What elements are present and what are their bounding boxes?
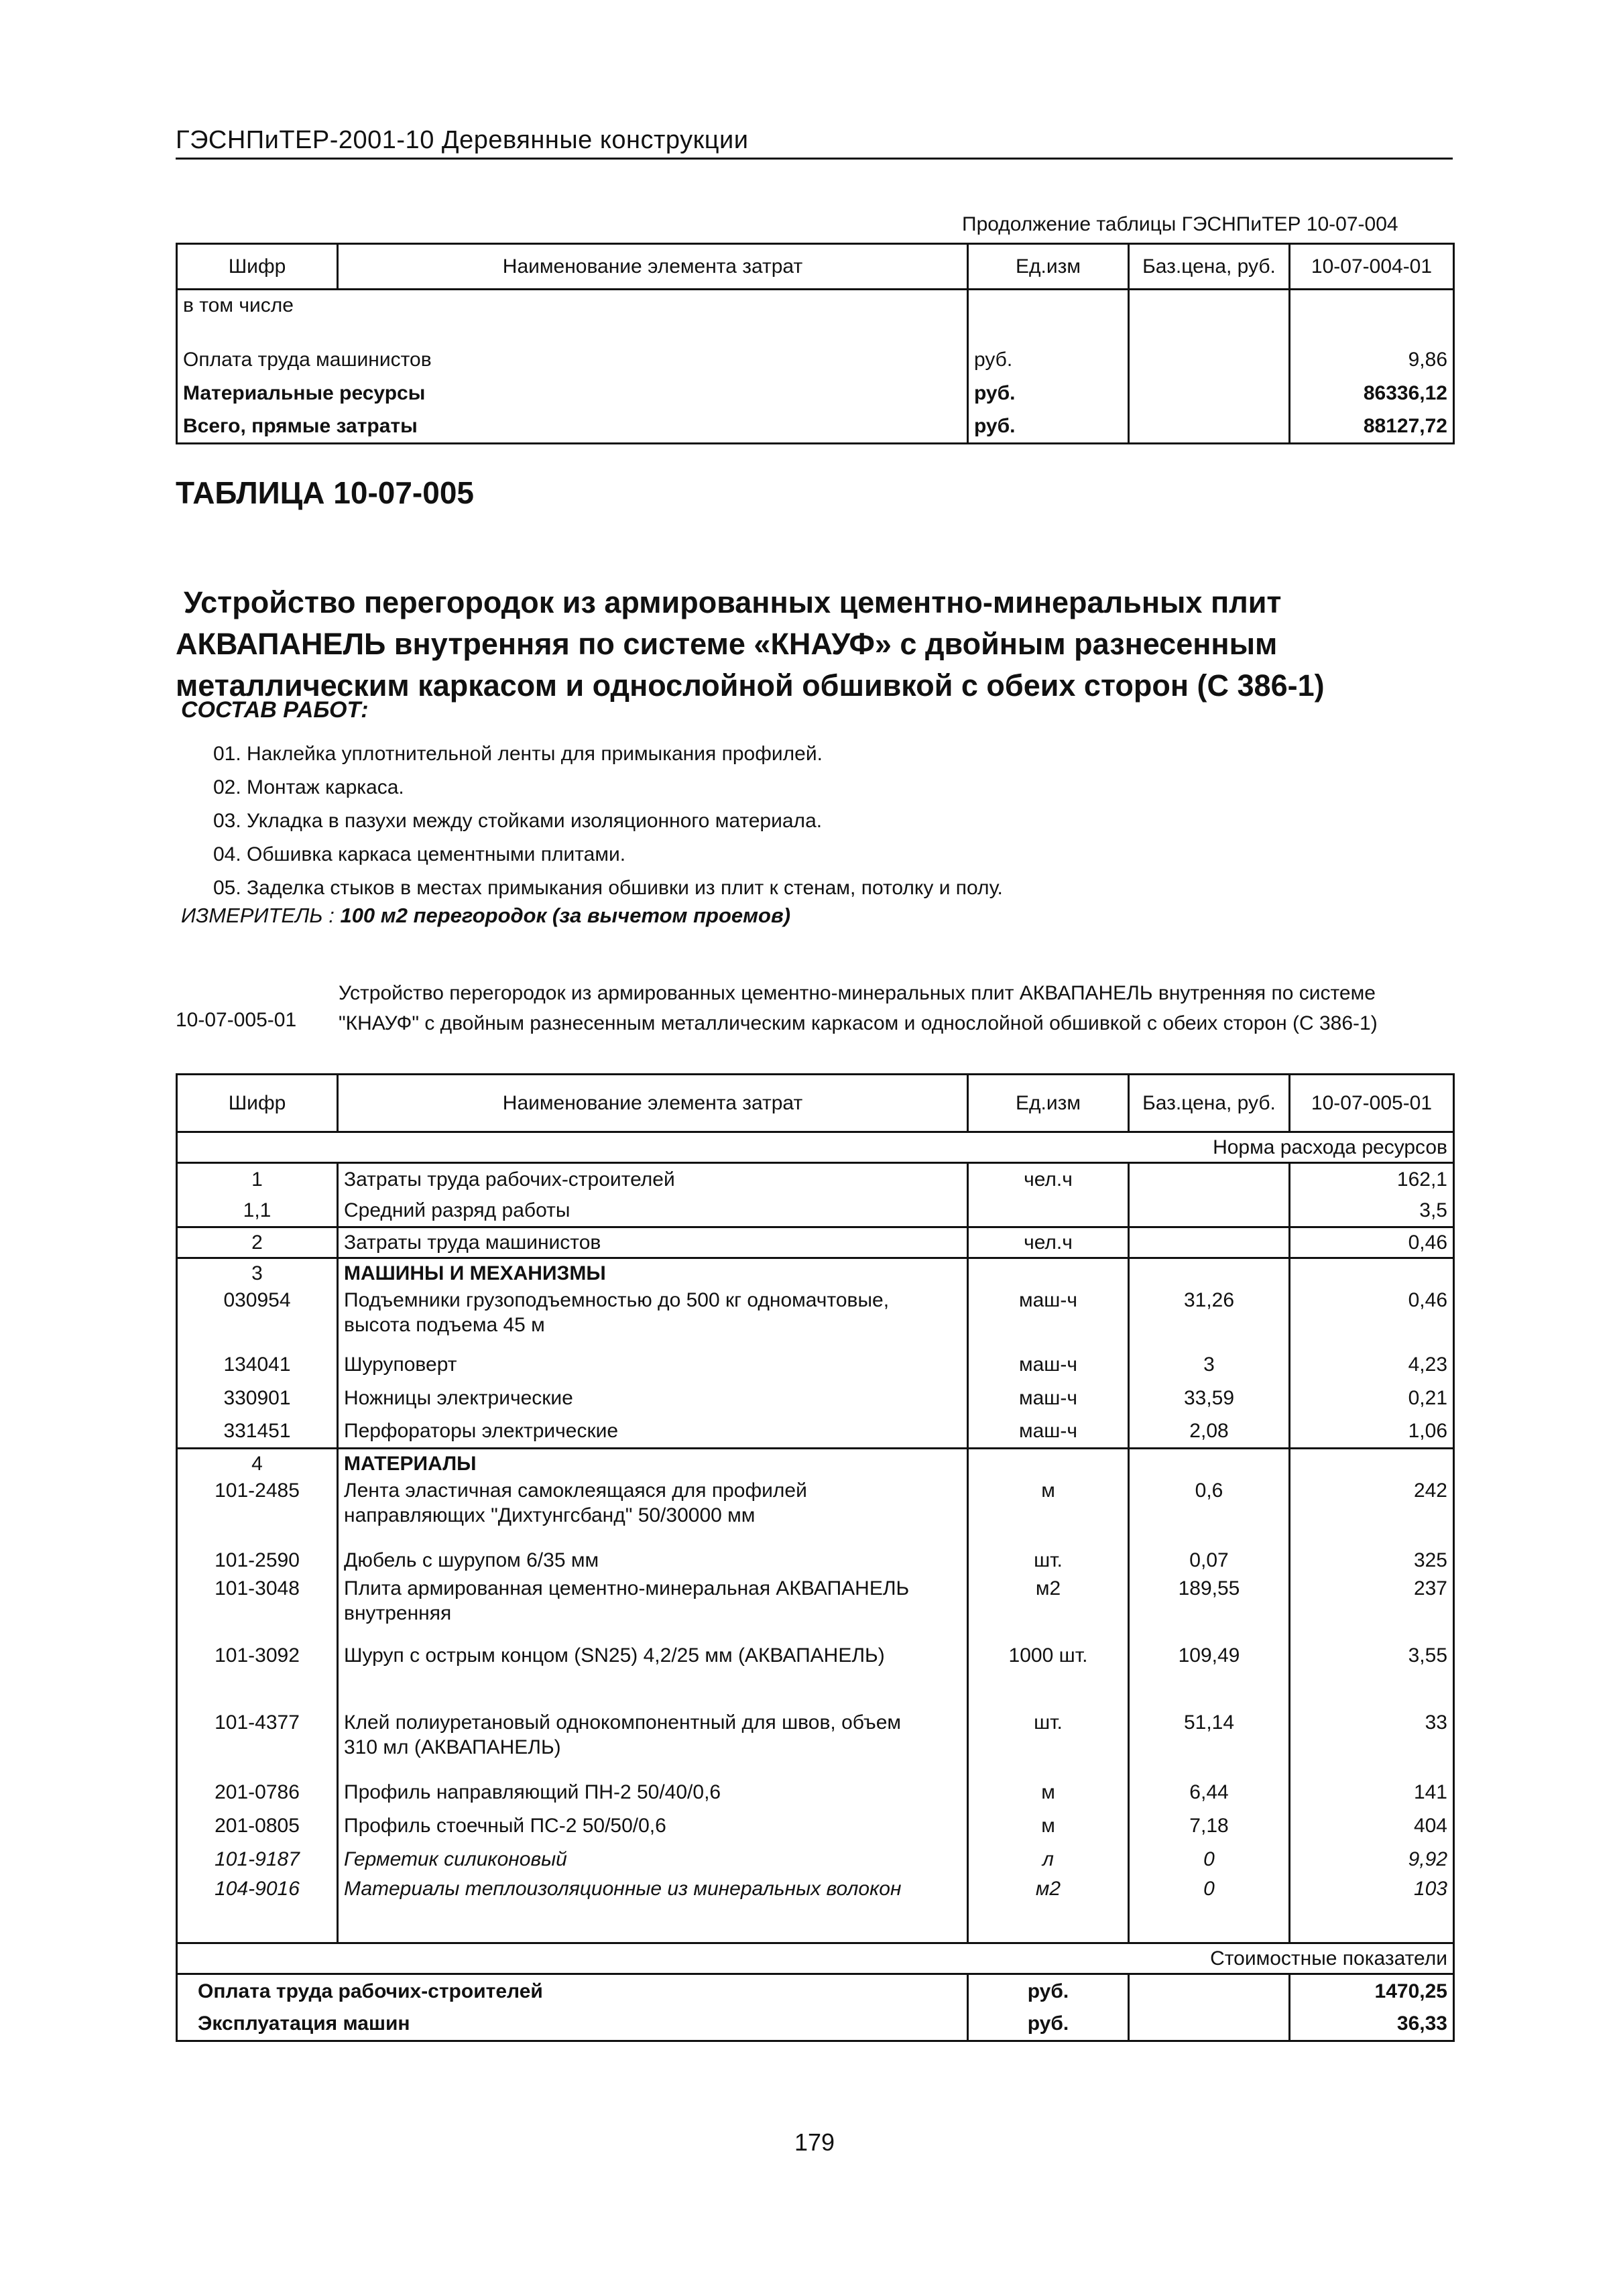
row-unit: маш-ч [968,1415,1129,1449]
norm-label: Норма расхода ресурсов [177,1132,1454,1163]
row-code: 101-9187 [177,1843,338,1876]
row-price [1129,1910,1290,1943]
cost-unit: руб. [968,1974,1129,2008]
table-row [177,1876,1454,1910]
row-price: 51,14 [1129,1710,1290,1776]
table-row [177,1843,1454,1876]
row-value [1290,1449,1454,1478]
header-value: 10-07-004-01 [1290,244,1454,290]
row-name: Материальные ресурсы [177,377,968,410]
row-value: 404 [1290,1809,1454,1843]
row-price: 33,59 [1129,1382,1290,1415]
row-value: 162,1 [1290,1163,1454,1195]
row-price [1129,1258,1290,1288]
norm-description-line: "КНАУФ" с двойным разнесенным металлическим каркасом и однослойной обшивкой с обеих сторон (С 386-1) [339,1012,1378,1034]
row-name [338,1478,968,1545]
row-name: Оплата труда машинистов [177,343,968,377]
section-row [177,1449,1454,1478]
running-header: ГЭСНПиТЕР-2001-10 Деревянные конструкции [176,126,749,154]
row-code [177,1910,338,1943]
row-name-line: Клей полиуретановый однокомпонентный для швов, объем [344,1711,902,1734]
table-row [177,290,1454,343]
row-name [338,1288,968,1348]
section-code: 3 [177,1258,338,1288]
row-price: 2,08 [1129,1415,1290,1449]
table-header-row [177,1075,1454,1132]
row-code: 134041 [177,1348,338,1382]
row-value [1290,290,1454,343]
work-item: 03. Укладка в пазухи между стойками изоляционного материала. [213,810,823,832]
row-code: 101-3048 [177,1576,338,1643]
row-price: 3 [1129,1348,1290,1382]
row-name [338,1910,968,1943]
row-name-line: направляющих "Дихтунгсбанд" 50/30000 мм [344,1504,756,1526]
header-price: Баз.цена, руб. [1129,1075,1290,1132]
row-unit: чел.ч [968,1163,1129,1195]
row-code: 1,1 [177,1195,338,1227]
row-value: 242 [1290,1478,1454,1545]
row-unit [968,1195,1129,1227]
norm-description [339,978,1478,1038]
table-row [177,377,1454,410]
row-unit: маш-ч [968,1288,1129,1348]
table-row [177,1415,1454,1449]
row-name-line: Подъемники грузоподъемностью до 500 кг одномачтовые, [344,1288,890,1311]
cost-unit: руб. [968,2008,1129,2041]
header-name: Наименование элемента затрат [338,1075,968,1132]
table-row [177,1643,1454,1710]
section-title-line: АКВАПАНЕЛЬ внутренняя по системе «КНАУФ» с двойным разнесенным [176,627,1278,662]
row-unit: шт. [968,1710,1129,1776]
table-row [177,1195,1454,1227]
row-name: Средний разряд работы [338,1195,968,1227]
row-value: 4,23 [1290,1348,1454,1382]
row-unit: м2 [968,1576,1129,1643]
row-name: Шуруп с острым концом (SN25) 4,2/25 мм (АКВАПАНЕЛЬ) [338,1643,968,1710]
row-unit: 1000 шт. [968,1643,1129,1710]
table-title: ТАБЛИЦА 10-07-005 [176,475,474,510]
row-name-line: Плита армированная цементно-минеральная АКВАПАНЕЛЬ [344,1577,910,1599]
row-unit: чел.ч [968,1227,1129,1258]
row-value: 0,46 [1290,1288,1454,1348]
row-name: Затраты труда рабочих-строителей [338,1163,968,1195]
row-unit: руб. [968,410,1129,444]
norm-label-row [177,1132,1454,1163]
row-price [1129,1163,1290,1195]
row-value: 9,86 [1290,343,1454,377]
row-value: 325 [1290,1545,1454,1576]
row-price: 0,6 [1129,1478,1290,1545]
cost-name: Эксплуатация машин [177,2008,968,2041]
table-row [177,1809,1454,1843]
row-name [338,1710,968,1776]
row-price: 0 [1129,1843,1290,1876]
row-unit: л [968,1843,1129,1876]
row-name-line: высота подъема 45 м [344,1314,545,1336]
section-title-line: металлическим каркасом и однослойной обшивкой с обеих сторон (С 386-1) [176,668,1325,703]
row-name: Герметик силиконовый [338,1843,968,1876]
row-name-line: внутренняя [344,1602,452,1624]
row-price: 6,44 [1129,1776,1290,1809]
header-code: Шифр [177,1075,338,1132]
row-name: Всего, прямые затраты [177,410,968,444]
section-label: МАТЕРИАЛЫ [338,1449,968,1478]
row-value [1290,1910,1454,1943]
row-unit [968,290,1129,343]
row-unit: м [968,1776,1129,1809]
row-name: Затраты труда машинистов [338,1227,968,1258]
work-item: 02. Монтаж каркаса. [213,776,404,798]
work-list [213,737,1003,905]
section-code: 4 [177,1449,338,1478]
row-code: 331451 [177,1415,338,1449]
section-label: МАШИНЫ И МЕХАНИЗМЫ [338,1258,968,1288]
row-price: 0 [1129,1876,1290,1910]
row-value: 3,5 [1290,1195,1454,1227]
cost-label-row [177,1943,1454,1974]
row-name: Перфораторы электрические [338,1415,968,1449]
row-name: Материалы теплоизоляционные из минеральных волокон [338,1876,968,1910]
table-row [177,343,1454,377]
table-row [177,410,1454,444]
row-price [1129,1227,1290,1258]
section-title [176,582,1453,707]
row-price [1129,343,1290,377]
cost-price [1129,2008,1290,2041]
row-unit: м [968,1478,1129,1545]
continuation-table [176,243,1455,444]
header-code: Шифр [177,244,338,290]
row-name: Профиль направляющий ПН-2 50/40/0,6 [338,1776,968,1809]
row-name: Профиль стоечный ПС-2 50/50/0,6 [338,1809,968,1843]
work-item: 05. Заделка стыков в местах примыкания обшивки из плит к стенам, потолку и полу. [213,877,1003,899]
row-value: 33 [1290,1710,1454,1776]
table-row [177,1545,1454,1576]
header-name: Наименование элемента затрат [338,244,968,290]
norm-description-line: Устройство перегородок из армированных цементно-минеральных плит АКВАПАНЕЛЬ внутренняя по системе [339,982,1376,1004]
row-value: 237 [1290,1576,1454,1643]
row-code: 101-4377 [177,1710,338,1776]
row-unit: м [968,1809,1129,1843]
row-unit: руб. [968,343,1129,377]
row-code: 201-0786 [177,1776,338,1809]
row-value: 0,46 [1290,1227,1454,1258]
cost-value: 36,33 [1290,2008,1454,2041]
row-code: 101-2590 [177,1545,338,1576]
row-unit: маш-ч [968,1382,1129,1415]
row-name: Ножницы электрические [338,1382,968,1415]
table-row [177,1227,1454,1258]
row-unit: руб. [968,377,1129,410]
table-row [177,1163,1454,1195]
row-name: Шуруповерт [338,1348,968,1382]
norm-code: 10-07-005-01 [176,1009,297,1031]
row-price [1129,1449,1290,1478]
row-name [338,1576,968,1643]
cost-label: Стоимостные показатели [177,1943,1454,1974]
work-item: 04. Обшивка каркаса цементными плитами. [213,843,626,865]
resource-table [176,1073,1455,2042]
row-name-line: 310 мл (АКВАПАНЕЛЬ) [344,1736,561,1758]
row-code: 101-2485 [177,1478,338,1545]
header-rule [176,158,1453,160]
table-row [177,1382,1454,1415]
row-name-line: Лента эластичная самоклеящаяся для профилей [344,1479,807,1502]
cost-row [177,1974,1454,2008]
row-code: 2 [177,1227,338,1258]
row-value: 9,92 [1290,1843,1454,1876]
row-value: 88127,72 [1290,410,1454,444]
row-code: 330901 [177,1382,338,1415]
row-code: 1 [177,1163,338,1195]
row-value: 3,55 [1290,1643,1454,1710]
table-row [177,1348,1454,1382]
row-code: 101-3092 [177,1643,338,1710]
measurer [181,904,790,928]
table-row [177,1478,1454,1545]
section-title-line: Устройство перегородок из армированных цементно-минеральных плит [184,585,1282,619]
table-continuation-caption: Продолжение таблицы ГЭСНПиТЕР 10-07-004 [962,213,1398,235]
table-row [177,1710,1454,1776]
page-number: 179 [794,2128,835,2156]
row-code: 104-9016 [177,1876,338,1910]
header-price: Баз.цена, руб. [1129,244,1290,290]
row-price: 189,55 [1129,1576,1290,1643]
row-unit: шт. [968,1545,1129,1576]
row-code: 201-0805 [177,1809,338,1843]
cost-row [177,2008,1454,2041]
row-unit [968,1910,1129,1943]
row-value: 86336,12 [1290,377,1454,410]
spacer-row [177,1910,1454,1943]
row-value: 103 [1290,1876,1454,1910]
row-value: 0,21 [1290,1382,1454,1415]
table-row [177,1576,1454,1643]
row-price [1129,377,1290,410]
row-unit: маш-ч [968,1348,1129,1382]
table-row [177,1776,1454,1809]
row-name: Дюбель с шурупом 6/35 мм [338,1545,968,1576]
work-composition-label: СОСТАВ РАБОТ: [181,697,369,723]
measurer-label: ИЗМЕРИТЕЛЬ : [181,904,335,927]
cost-price [1129,1974,1290,2008]
row-value: 1,06 [1290,1415,1454,1449]
row-price [1129,410,1290,444]
row-unit [968,1258,1129,1288]
row-name: в том числе [177,290,968,343]
table-row [177,1288,1454,1348]
row-value: 141 [1290,1776,1454,1809]
header-value: 10-07-005-01 [1290,1075,1454,1132]
cost-name: Оплата труда рабочих-строителей [177,1974,968,2008]
row-code: 030954 [177,1288,338,1348]
measurer-value: 100 м2 перегородок (за вычетом проемов) [340,904,791,927]
row-price: 31,26 [1129,1288,1290,1348]
row-price: 109,49 [1129,1643,1290,1710]
row-price: 0,07 [1129,1545,1290,1576]
row-price [1129,290,1290,343]
section-row [177,1258,1454,1288]
row-price [1129,1195,1290,1227]
row-value [1290,1258,1454,1288]
work-item: 01. Наклейка уплотнительной ленты для примыкания профилей. [213,743,823,765]
row-price: 7,18 [1129,1809,1290,1843]
header-unit: Ед.изм [968,244,1129,290]
row-unit: м2 [968,1876,1129,1910]
row-unit [968,1449,1129,1478]
header-unit: Ед.изм [968,1075,1129,1132]
table-header-row [177,244,1454,290]
cost-value: 1470,25 [1290,1974,1454,2008]
